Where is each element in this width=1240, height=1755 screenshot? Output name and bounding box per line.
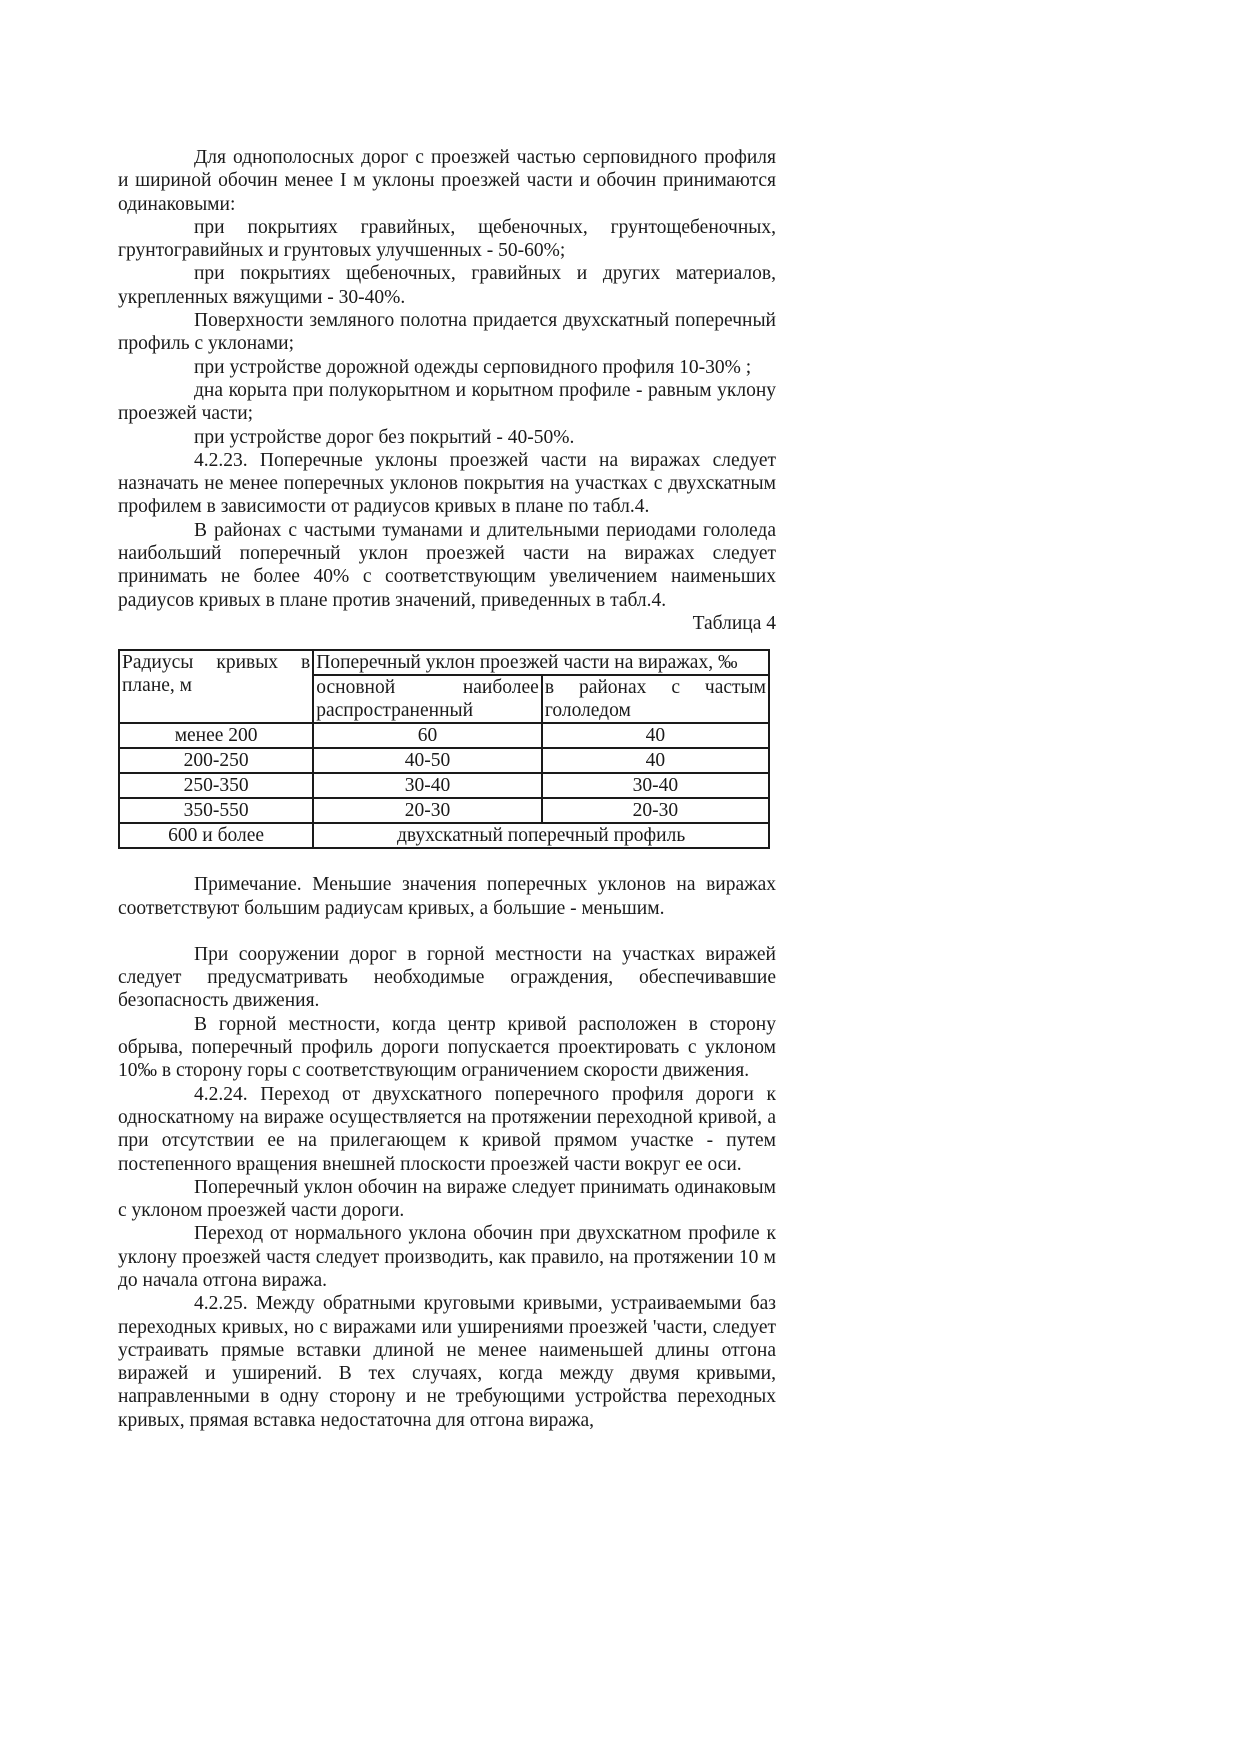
cell-ice: 40 xyxy=(542,748,769,773)
table-row xyxy=(119,798,769,823)
table-row xyxy=(119,748,769,773)
subheader-common: основной наиболее распространенный xyxy=(313,675,542,723)
paragraph: 4.2.23. Поперечные уклоны проезжей части на виражах следует назначать не менее поперечных уклонов покрытия на участках с двухскатным профилем в зависимости от радиусов кривых в плане по табл.4. xyxy=(118,449,776,518)
table-note: Примечание. Меньшие значения поперечных уклонов на виражах соответствуют большим радиусам кривых, а большие - меньшим. xyxy=(118,874,776,919)
cell-radius: менее 200 xyxy=(119,723,313,748)
cell-radius: 200-250 xyxy=(119,748,313,773)
table-caption: Таблица 4 xyxy=(692,612,776,634)
cell-radius: 350-550 xyxy=(119,798,313,823)
table-row xyxy=(119,773,769,798)
cell-ice: 20-30 xyxy=(542,798,769,823)
header-slope: Поперечный уклон проезжей части на виражах, ‰ xyxy=(313,650,769,675)
table-row xyxy=(119,823,769,848)
paragraph: дна корыта при полукорытном и корытном профиле - равным уклону проезжей части; xyxy=(118,379,776,425)
paragraph: Переход от нормального уклона обочин при двухскатном профиле к уклону проезжей частя следует производить, как правило, на протяжении 10 м до начала отгона виража. xyxy=(118,1223,776,1291)
subheader-ice: в районах с частым гололедом xyxy=(542,675,769,723)
cell-radius: 600 и более xyxy=(119,823,313,848)
paragraph: В горной местности, когда центр кривой расположен в сторону обрыва, поперечный профиль дороги попускается проектировать с уклоном 10‰ в сторону горы с соответствующим ограничением скорости движения. xyxy=(118,1013,776,1082)
paragraph: 4.2.25. Между обратными круговыми кривыми, устраиваемыми баз переходных кривых, но с виражами или уширениями проезжей 'части, следует устраивать прямые вставки длиной не менее наименьшей длины отгона виражей и уширений. В тех случаях, когда между двумя кривыми, направленными в одну сторону и не требующими устройства переходных кривых, прямая вставка недостаточна для отгона виража, xyxy=(118,1293,776,1431)
cell-radius: 250-350 xyxy=(119,773,313,798)
paragraph: 4.2.24. Переход от двухскатного поперечного профиля дороги к односкатному на вираже осуществляется на протяжении переходной кривой, а при отсутствии ее на прилегающем к кривой прямом участке - путем постепенного вращения внешней плоскости проезжей части вокруг ее оси. xyxy=(118,1083,776,1175)
paragraph: при покрытиях гравийных, щебеночных, грунтощебеночных, грунтогравийных и грунтовых улучшенных - 50-60%; xyxy=(118,216,776,262)
document-page xyxy=(118,146,776,1432)
paragraph: При сооружении дорог в горной местности на участках виражей следует предусматривать необходимые ограждения, обеспечивавшие безопасность движения. xyxy=(118,943,776,1012)
header-radius: Радиусы кривых в плане, м xyxy=(119,650,313,723)
cell-common: 40-50 xyxy=(313,748,542,773)
paragraph: В районах с частыми туманами и длительными периодами гололеда наибольший поперечный уклон проезжей части на виражах следует принимать не более 40% с соответствующим увеличением наименьших радиусов кривых в плане против значений, приведенных в табл.4. xyxy=(118,519,776,611)
cell-common: 30-40 xyxy=(313,773,542,798)
cell-common: 60 xyxy=(313,723,542,748)
cell-common: 20-30 xyxy=(313,798,542,823)
paragraph: Поверхности земляного полотна придается двухскатный поперечный профиль с уклонами; xyxy=(118,310,776,355)
cell-profile: двухскатный поперечный профиль xyxy=(313,823,769,848)
table-header-row xyxy=(119,650,769,675)
paragraph: Для однополосных дорог с проезжей частью серповидного профиля и шириной обочин менее I м уклоны проезжей части и обочин принимаются одинаковыми: xyxy=(118,147,776,215)
cell-ice: 40 xyxy=(542,723,769,748)
paragraph: при устройстве дорог без покрытий - 40-50%. xyxy=(194,426,575,448)
paragraph: при покрытиях щебеночных, гравийных и других материалов, укрепленных вяжущими - 30-40%. xyxy=(118,263,776,308)
paragraph: при устройстве дорожной одежды серповидного профиля 10-30% ; xyxy=(194,356,752,378)
cell-ice: 30-40 xyxy=(542,773,769,798)
paragraph: Поперечный уклон обочин на вираже следует принимать одинаковым с уклоном проезжей части дороги. xyxy=(118,1176,776,1222)
table-row xyxy=(119,723,769,748)
slope-table xyxy=(118,649,770,849)
